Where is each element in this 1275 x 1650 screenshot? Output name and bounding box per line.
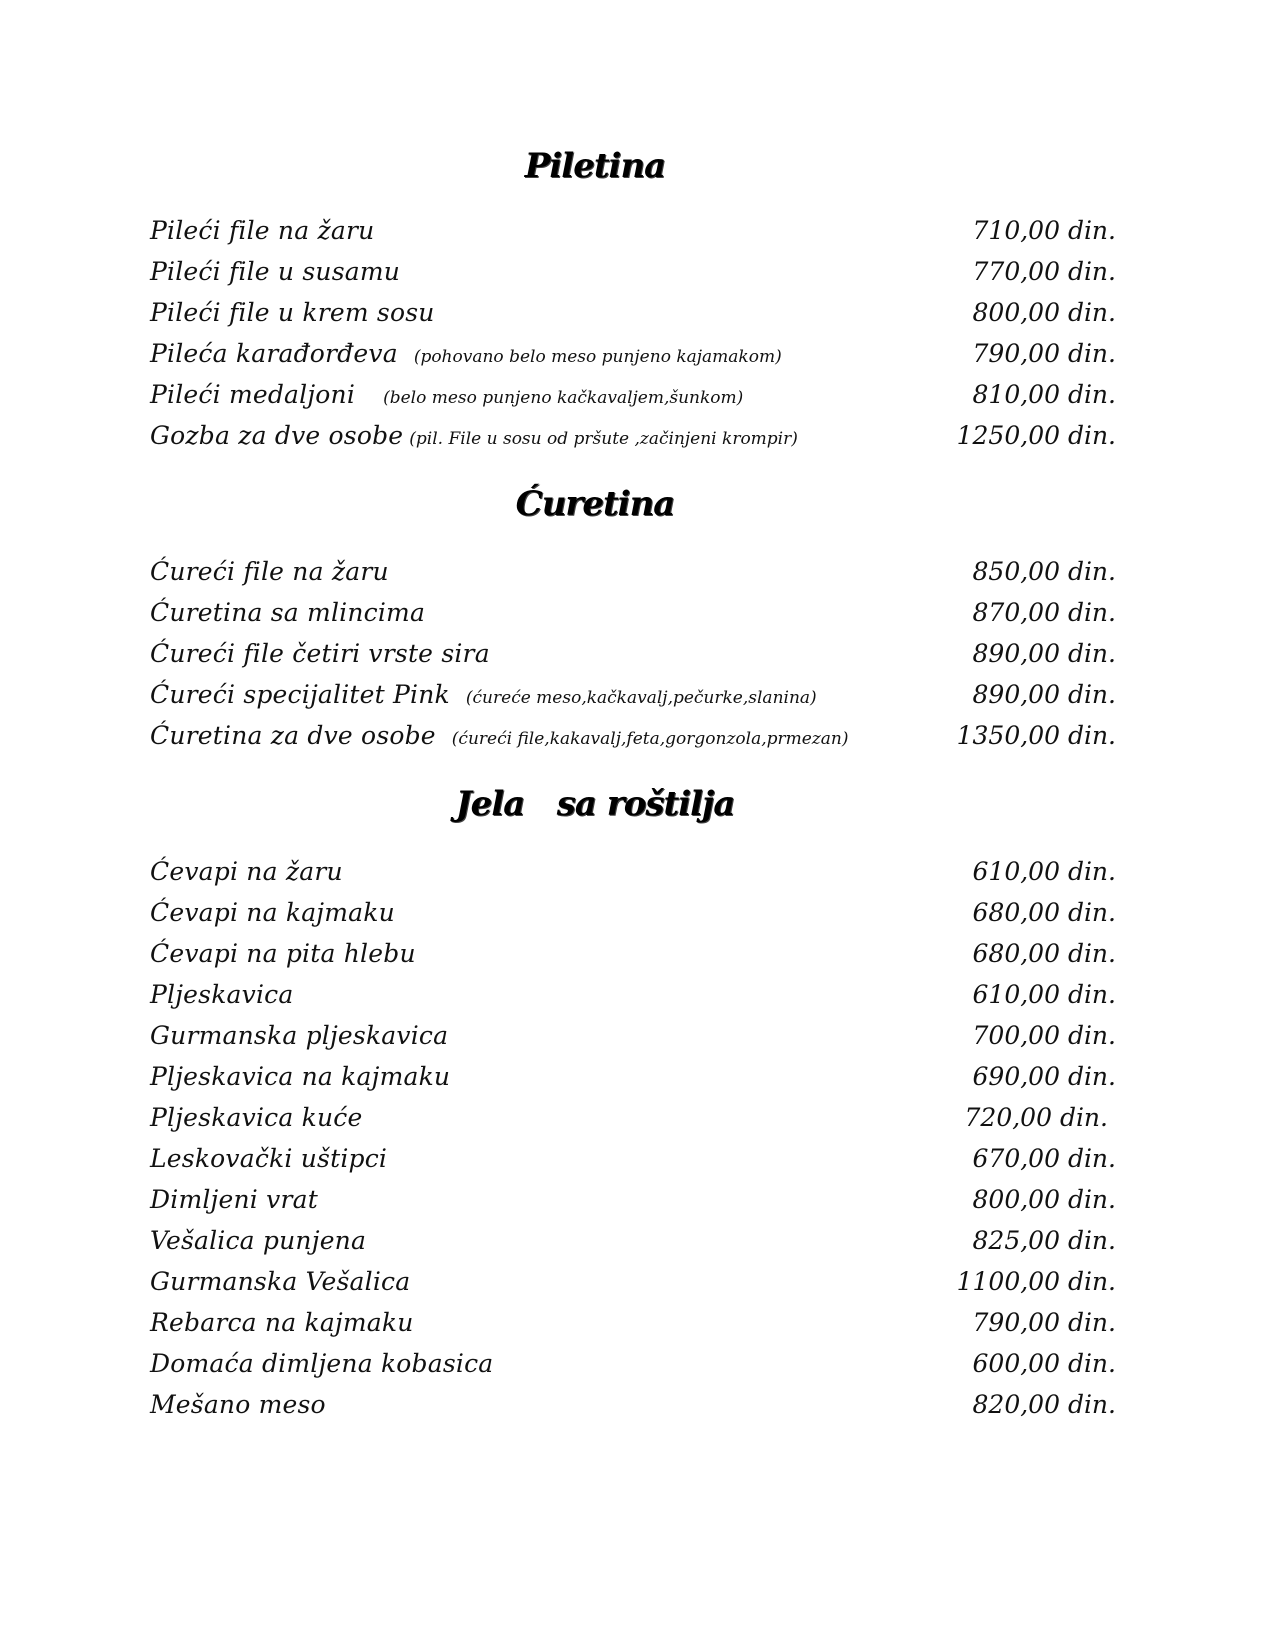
item-name: Pileći medaljoni (150, 380, 356, 409)
menu-item (150, 1390, 1116, 1430)
item-price: 610,00 din. (972, 857, 1116, 886)
menu-item (150, 216, 1116, 256)
menu-item (150, 1308, 1116, 1348)
menu-item (150, 1062, 1116, 1102)
item-price: 1250,00 din. (956, 421, 1116, 450)
item-price: 890,00 din. (972, 639, 1116, 668)
item-price: 790,00 din. (972, 1308, 1116, 1337)
item-price: 770,00 din. (972, 257, 1116, 286)
section-title-curetina: Ćuretina (515, 484, 675, 524)
menu-item (150, 421, 1116, 461)
menu-item (150, 1226, 1116, 1266)
item-name: Ćuretina sa mlincima (150, 598, 426, 627)
item-name: Ćuretina za dve osobe (150, 721, 436, 750)
item-name: Pljeskavica kuće (150, 1103, 363, 1132)
menu-item (150, 1185, 1116, 1225)
item-price: 890,00 din. (972, 680, 1116, 709)
menu-item (150, 939, 1116, 979)
section-title-rostilj: Jela sa roštilja (455, 784, 735, 824)
menu-item (150, 339, 1116, 379)
menu-item (150, 298, 1116, 338)
item-description: (ćureće meso,kačkavalj,pečurke,slanina) (465, 688, 817, 708)
item-name: Gurmanska pljeskavica (150, 1021, 449, 1050)
menu-item (150, 980, 1116, 1020)
item-name: Ćureći file na žaru (150, 557, 389, 586)
item-price: 610,00 din. (972, 980, 1116, 1009)
item-price: 600,00 din. (972, 1349, 1116, 1378)
menu-item (150, 857, 1116, 897)
menu-item (150, 380, 1116, 420)
menu-item (150, 898, 1116, 938)
item-name: Pljeskavica (150, 980, 294, 1009)
menu-item (150, 598, 1116, 638)
item-name: Leskovački uštipci (150, 1144, 388, 1173)
item-price: 800,00 din. (972, 1185, 1116, 1214)
item-price: 680,00 din. (972, 898, 1116, 927)
item-name: Pileći file u susamu (150, 257, 401, 286)
item-name: Pileći file u krem sosu (150, 298, 435, 327)
item-name: Ćureći specijalitet Pink (150, 680, 450, 709)
item-description: (belo meso punjeno kačkavaljem,šunkom) (383, 388, 744, 408)
item-price: 680,00 din. (972, 939, 1116, 968)
item-name: Gozba za dve osobe (150, 421, 404, 450)
item-price: 820,00 din. (972, 1390, 1116, 1419)
item-price: 800,00 din. (972, 298, 1116, 327)
item-name: Domaća dimljena kobasica (150, 1349, 494, 1378)
menu-item (150, 721, 1116, 761)
item-description: (ćureći file,kakavalj,feta,gorgonzola,prmezan) (451, 729, 849, 749)
menu-item (150, 1144, 1116, 1184)
item-name: Ćevapi na pita hlebu (150, 939, 416, 968)
item-price: 670,00 din. (972, 1144, 1116, 1173)
item-price: 720,00 din. (964, 1103, 1108, 1132)
item-price: 700,00 din. (972, 1021, 1116, 1050)
item-name: Vešalica punjena (150, 1226, 367, 1255)
menu-item (150, 1349, 1116, 1389)
menu-item (150, 1103, 1116, 1143)
item-name: Mešano meso (150, 1390, 326, 1419)
item-description: (pil. File u sosu od pršute ,začinjeni krompir) (409, 429, 798, 449)
item-price: 710,00 din. (972, 216, 1116, 245)
item-price: 1350,00 din. (956, 721, 1116, 750)
item-name: Pljeskavica na kajmaku (150, 1062, 451, 1091)
item-price: 870,00 din. (972, 598, 1116, 627)
menu-item (150, 1267, 1116, 1307)
item-name: Pileći file na žaru (150, 216, 375, 245)
item-price: 810,00 din. (972, 380, 1116, 409)
menu-item (150, 257, 1116, 297)
menu-item (150, 557, 1116, 597)
item-name: Dimljeni vrat (150, 1185, 318, 1214)
menu-item (150, 680, 1116, 720)
item-name: Gurmanska Vešalica (150, 1267, 411, 1296)
menu-item (150, 1021, 1116, 1061)
item-name: Ćevapi na žaru (150, 857, 343, 886)
menu-item (150, 639, 1116, 679)
item-price: 1100,00 din. (956, 1267, 1116, 1296)
item-description: (pohovano belo meso punjeno kajamakom) (413, 347, 782, 367)
item-price: 850,00 din. (972, 557, 1116, 586)
item-price: 790,00 din. (972, 339, 1116, 368)
item-name: Ćureći file četiri vrste sira (150, 639, 490, 668)
item-name: Pileća karađorđeva (150, 339, 398, 368)
item-price: 825,00 din. (972, 1226, 1116, 1255)
section-title-piletina: Piletina (524, 146, 666, 186)
item-name: Ćevapi na kajmaku (150, 898, 395, 927)
item-price: 690,00 din. (972, 1062, 1116, 1091)
item-name: Rebarca na kajmaku (150, 1308, 414, 1337)
